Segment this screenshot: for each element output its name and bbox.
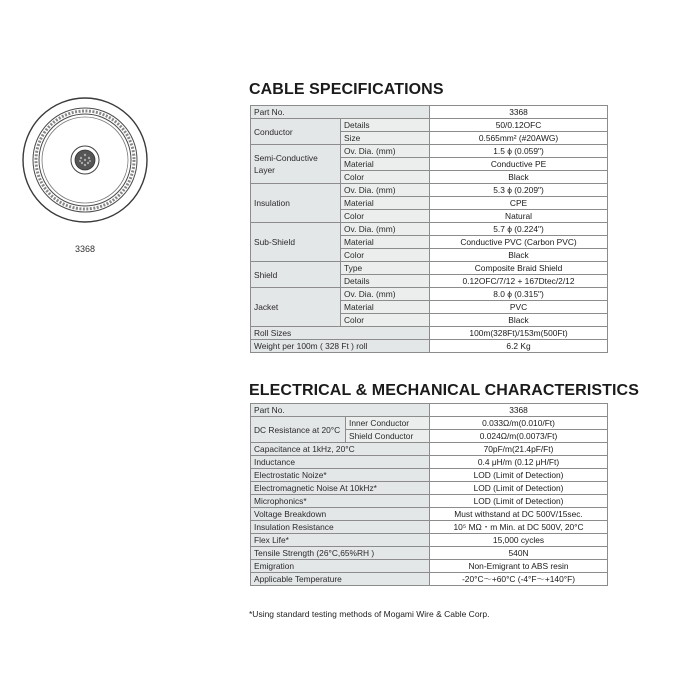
semi-color-value: Black <box>430 171 608 184</box>
table-row <box>251 106 608 119</box>
electrical-characteristics-title: ELECTRICAL & MECHANICAL CHARACTERISTICS <box>249 382 639 399</box>
electrostatic-noise-value: LOD (Limit of Detection) <box>430 469 608 482</box>
jacket-material-label: Material <box>341 301 430 314</box>
shield-conductor-value: 0.024Ω/m(0.0073/Ft) <box>430 430 608 443</box>
roll-sizes-value: 100m(328Ft)/153m(500Ft) <box>430 327 608 340</box>
electromagnetic-noise-label: Electromagnetic Noise At 10kHz* <box>251 482 430 495</box>
table-row <box>251 469 608 482</box>
inner-conductor-value: 0.033Ω/m(0.010/Ft) <box>430 417 608 430</box>
insulation-resistance-label: Insulation Resistance <box>251 521 430 534</box>
semi-ov-label: Ov. Dia. (mm) <box>341 145 430 158</box>
weight-value: 6.2 Kg <box>430 340 608 353</box>
conductor-details-label: Details <box>341 119 430 132</box>
electrical-characteristics-table <box>250 403 608 586</box>
shield-label: Shield <box>251 262 341 288</box>
capacitance-label: Capacitance at 1kHz, 20°C <box>251 443 430 456</box>
table-row <box>251 327 608 340</box>
jacket-color-label: Color <box>341 314 430 327</box>
table-row <box>251 340 608 353</box>
shield-type-value: Composite Braid Shield <box>430 262 608 275</box>
jacket-color-value: Black <box>430 314 608 327</box>
insulation-color-value: Natural <box>430 210 608 223</box>
inductance-label: Inductance <box>251 456 430 469</box>
semi-conductive-layer-label: Semi-Conductive Layer <box>251 145 341 184</box>
jacket-label: Jacket <box>251 288 341 327</box>
sub-shield-ov-value: 5.7 ϕ (0.224") <box>430 223 608 236</box>
insulation-material-label: Material <box>341 197 430 210</box>
part-no-label: Part No. <box>251 106 430 119</box>
dc-resistance-label: DC Resistance at 20°C <box>251 417 346 443</box>
jacket-ov-label: Ov. Dia. (mm) <box>341 288 430 301</box>
shield-type-label: Type <box>341 262 430 275</box>
table-row <box>251 145 608 158</box>
table-row <box>251 482 608 495</box>
emigration-label: Emigration <box>251 560 430 573</box>
conductor-details-value: 50/0.12OFC <box>430 119 608 132</box>
table-row <box>251 417 608 430</box>
part-no-value: 3368 <box>430 106 608 119</box>
table-row <box>251 288 608 301</box>
table-row <box>251 223 608 236</box>
electromagnetic-noise-value: LOD (Limit of Detection) <box>430 482 608 495</box>
inner-conductor-label: Inner Conductor <box>346 417 430 430</box>
insulation-color-label: Color <box>341 210 430 223</box>
table-row <box>251 404 608 417</box>
applicable-temperature-label: Applicable Temperature <box>251 573 430 586</box>
applicable-temperature-value: -20°C～+60°C (-4°F～+140°F) <box>430 573 608 586</box>
shield-details-value: 0.12OFC/7/12 + 167Dtec/2/12 <box>430 275 608 288</box>
capacitance-value: 70pF/m(21.4pF/Ft) <box>430 443 608 456</box>
voltage-breakdown-label: Voltage Breakdown <box>251 508 430 521</box>
sub-shield-color-label: Color <box>341 249 430 262</box>
table-row <box>251 508 608 521</box>
jacket-material-value: PVC <box>430 301 608 314</box>
jacket-ov-value: 8.0 ϕ (0.315") <box>430 288 608 301</box>
semi-ov-value: 1.5 ϕ (0.059") <box>430 145 608 158</box>
semi-color-label: Color <box>341 171 430 184</box>
microphonics-label: Microphonics* <box>251 495 430 508</box>
table-row <box>251 547 608 560</box>
sub-shield-color-value: Black <box>430 249 608 262</box>
conductor-size-value: 0.565mm² (#20AWG) <box>430 132 608 145</box>
insulation-label: Insulation <box>251 184 341 223</box>
sub-shield-material-label: Material <box>341 236 430 249</box>
flex-life-label: Flex Life* <box>251 534 430 547</box>
inductance-value: 0.4 μH/m (0.12 μH/Ft) <box>430 456 608 469</box>
table-row <box>251 560 608 573</box>
insulation-ov-label: Ov. Dia. (mm) <box>341 184 430 197</box>
sub-shield-material-value: Conductive PVC (Carbon PVC) <box>430 236 608 249</box>
insulation-resistance-value: 10⁵ MΩ・m Min. at DC 500V, 20°C <box>430 521 608 534</box>
table-row <box>251 119 608 132</box>
flex-life-value: 15,000 cycles <box>430 534 608 547</box>
table-row <box>251 443 608 456</box>
sub-shield-label: Sub-Shield <box>251 223 341 262</box>
insulation-material-value: CPE <box>430 197 608 210</box>
sub-shield-ov-label: Ov. Dia. (mm) <box>341 223 430 236</box>
semi-material-label: Material <box>341 158 430 171</box>
figure-caption: 3368 <box>74 244 96 254</box>
tensile-strength-label: Tensile Strength (26°C,65%RH ) <box>251 547 430 560</box>
emigration-value: Non-Emigrant to ABS resin <box>430 560 608 573</box>
conductor-label: Conductor <box>251 119 341 145</box>
table-row <box>251 262 608 275</box>
elec-part-no-label: Part No. <box>251 404 430 417</box>
elec-part-no-value: 3368 <box>430 404 608 417</box>
cable-cross-section-illustration <box>20 95 150 225</box>
voltage-breakdown-value: Must withstand at DC 500V/15sec. <box>430 508 608 521</box>
insulation-ov-value: 5.3 ϕ (0.209") <box>430 184 608 197</box>
table-row <box>251 456 608 469</box>
microphonics-value: LOD (Limit of Detection) <box>430 495 608 508</box>
table-row <box>251 521 608 534</box>
cable-specifications-title: CABLE SPECIFICATIONS <box>249 81 444 98</box>
table-row <box>251 534 608 547</box>
roll-sizes-label: Roll Sizes <box>251 327 430 340</box>
shield-details-label: Details <box>341 275 430 288</box>
testing-methods-footnote: *Using standard testing methods of Mogami Wire & Cable Corp. <box>249 609 490 619</box>
cable-specifications-table <box>250 105 608 353</box>
table-row <box>251 495 608 508</box>
table-row <box>251 184 608 197</box>
table-row <box>251 573 608 586</box>
weight-label: Weight per 100m ( 328 Ft ) roll <box>251 340 430 353</box>
electrostatic-noise-label: Electrostatic Noize* <box>251 469 430 482</box>
shield-conductor-label: Shield Conductor <box>346 430 430 443</box>
tensile-strength-value: 540N <box>430 547 608 560</box>
conductor-size-label: Size <box>341 132 430 145</box>
semi-material-value: Conductive PE <box>430 158 608 171</box>
